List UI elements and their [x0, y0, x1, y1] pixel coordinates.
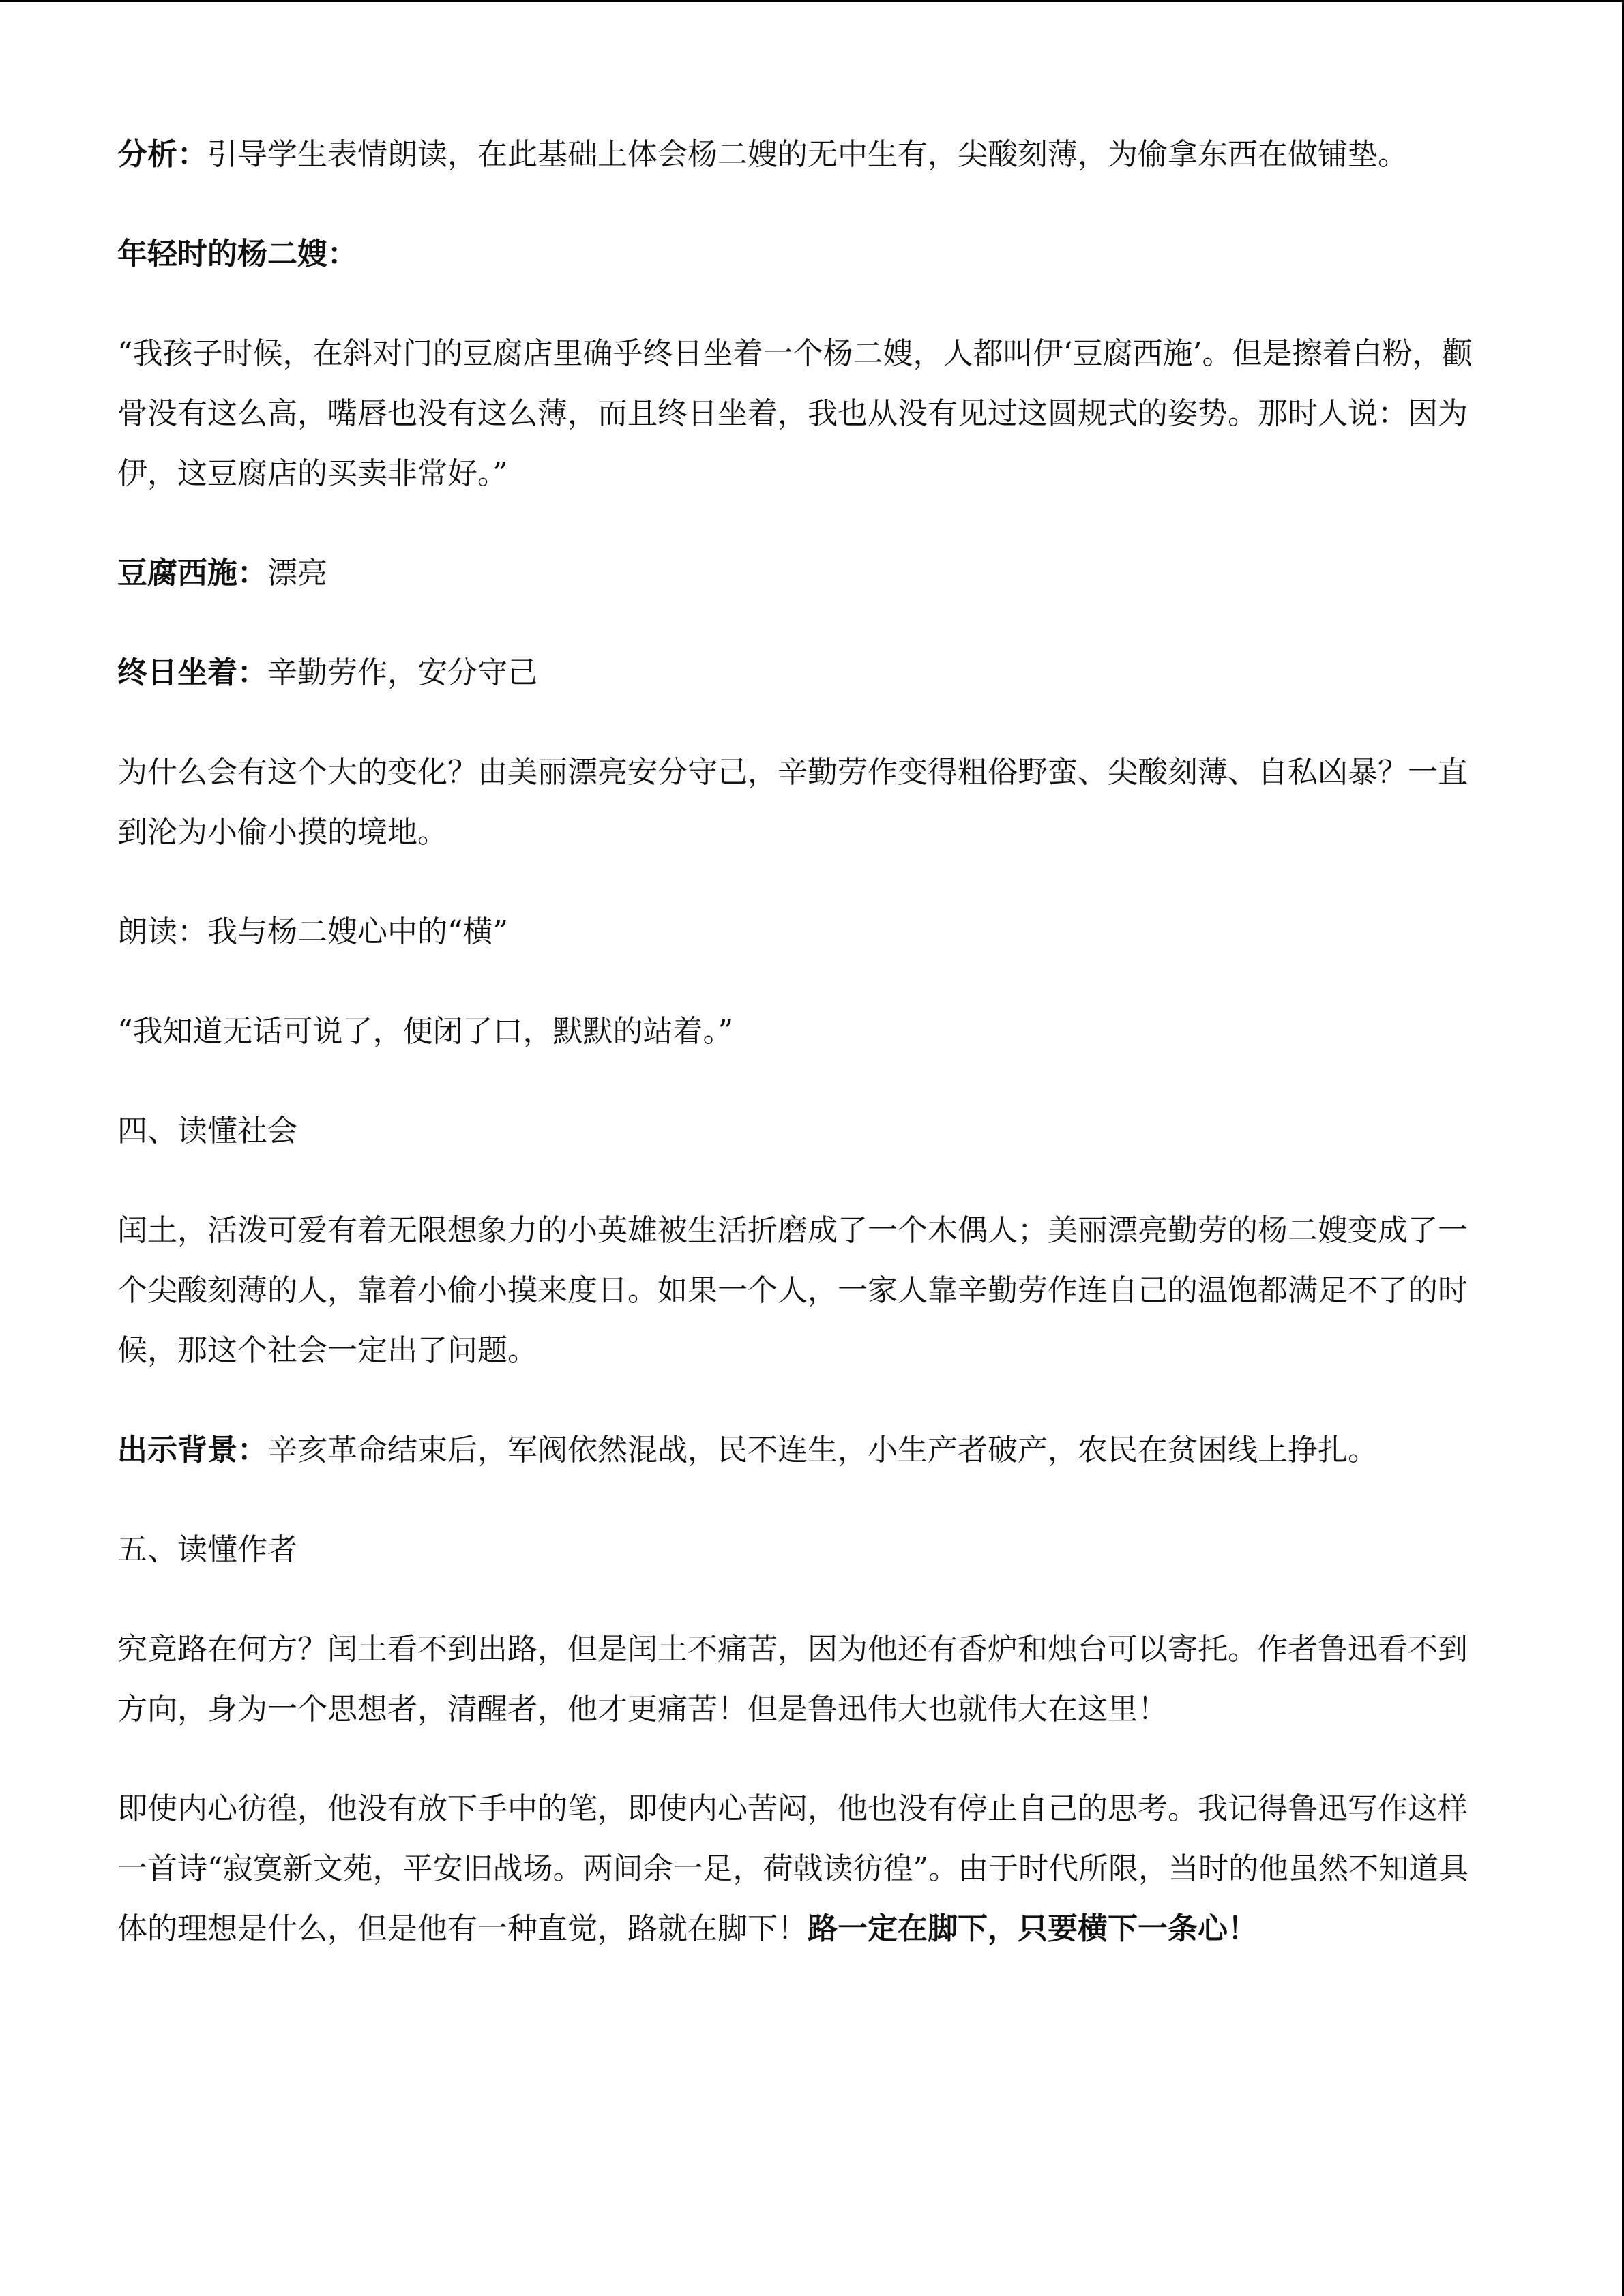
text-background: 辛亥革命结束后，军阀依然混战，民不连生，小生产者破产，农民在贫困线上挣扎。: [267, 1433, 1378, 1467]
text-sitting-all-day: 辛勤劳作，安分守己: [267, 655, 537, 690]
paragraph-conclusion: [117, 1779, 1495, 1959]
label-background: 出示背景：: [117, 1433, 267, 1467]
text-section-society: 四、读懂社会: [117, 1114, 297, 1148]
paragraph-sitting-all-day: [117, 643, 1495, 703]
text-reading-heng: 朗读：我与杨二嫂心中的“横”: [117, 914, 508, 949]
paragraph-quote-silent: [117, 1002, 1495, 1062]
label-tofu-xishi: 豆腐西施：: [117, 556, 267, 591]
section-heading-author: [117, 1520, 1495, 1580]
paragraph-where-road: [117, 1620, 1495, 1740]
text-quote-tofu-shop: “我孩子时候，在斜对门的豆腐店里确乎终日坐着一个杨二嫂，人都叫伊‘豆腐西施’。但是擦着白粉，颧骨没有这么高，嘴唇也没有这么薄，而且终日坐着，我也从没有见过这圆规式的姿势。那时人说：因为伊，这豆腐店的买卖非常好。”: [117, 336, 1473, 491]
text-conclusion-bold: 路一定在脚下，只要横下一条心！: [808, 1911, 1258, 1946]
paragraph-why-change: [117, 743, 1495, 863]
label-sitting-all-day: 终日坐着：: [117, 655, 267, 690]
paragraph-analysis: [117, 125, 1495, 185]
text-analysis: 引导学生表情朗读，在此基础上体会杨二嫂的无中生有，尖酸刻薄，为偷拿东西在做铺垫。: [207, 137, 1408, 172]
label-analysis: 分析：: [117, 137, 207, 172]
paragraph-society: [117, 1201, 1495, 1381]
paragraph-reading-heng: [117, 902, 1495, 962]
text-section-author: 五、读懂作者: [117, 1532, 297, 1567]
paragraph-tofu-xishi: [117, 543, 1495, 603]
text-tofu-xishi: 漂亮: [267, 556, 327, 591]
text-conclusion: 即使内心彷徨，他没有放下手中的笔，即使内心苦闷，他也没有停止自己的思考。我记得鲁迅写作这样一首诗“寂寞新文苑，平安旧战场。两间余一足，荷戟读彷徨”。由于时代所限，当时的他虽然不知道具体的理想是什么，但是他有一种直觉，路就在脚下！: [117, 1791, 1468, 1946]
paragraph-background: [117, 1420, 1495, 1480]
heading-young-yang-ersao: [117, 224, 1495, 284]
document-body: [117, 125, 1495, 1999]
section-heading-society: [117, 1101, 1495, 1161]
text-where-road: 究竟路在何方？闰土看不到出路，但是闰土不痛苦，因为他还有香炉和烛台可以寄托。作者鲁迅看不到方向，身为一个思想者，清醒者，他才更痛苦！但是鲁迅伟大也就伟大在这里！: [117, 1632, 1468, 1727]
text-why-change: 为什么会有这个大的变化？由美丽漂亮安分守己，辛勤劳作变得粗俗野蛮、尖酸刻薄、自私凶暴？一直到沦为小偷小摸的境地。: [117, 755, 1468, 850]
text-society: 闰土，活泼可爱有着无限想象力的小英雄被生活折磨成了一个木偶人；美丽漂亮勤劳的杨二嫂变成了一个尖酸刻薄的人，靠着小偷小摸来度日。如果一个人，一家人靠辛勤劳作连自己的温饱都满足不了的时候，那这个社会一定出了问题。: [117, 1213, 1468, 1368]
paragraph-quote-tofu-shop: [117, 324, 1495, 504]
text-quote-silent: “我知道无话可说了，便闭了口，默默的站着。”: [117, 1014, 733, 1049]
heading-text: 年轻时的杨二嫂：: [117, 237, 357, 271]
